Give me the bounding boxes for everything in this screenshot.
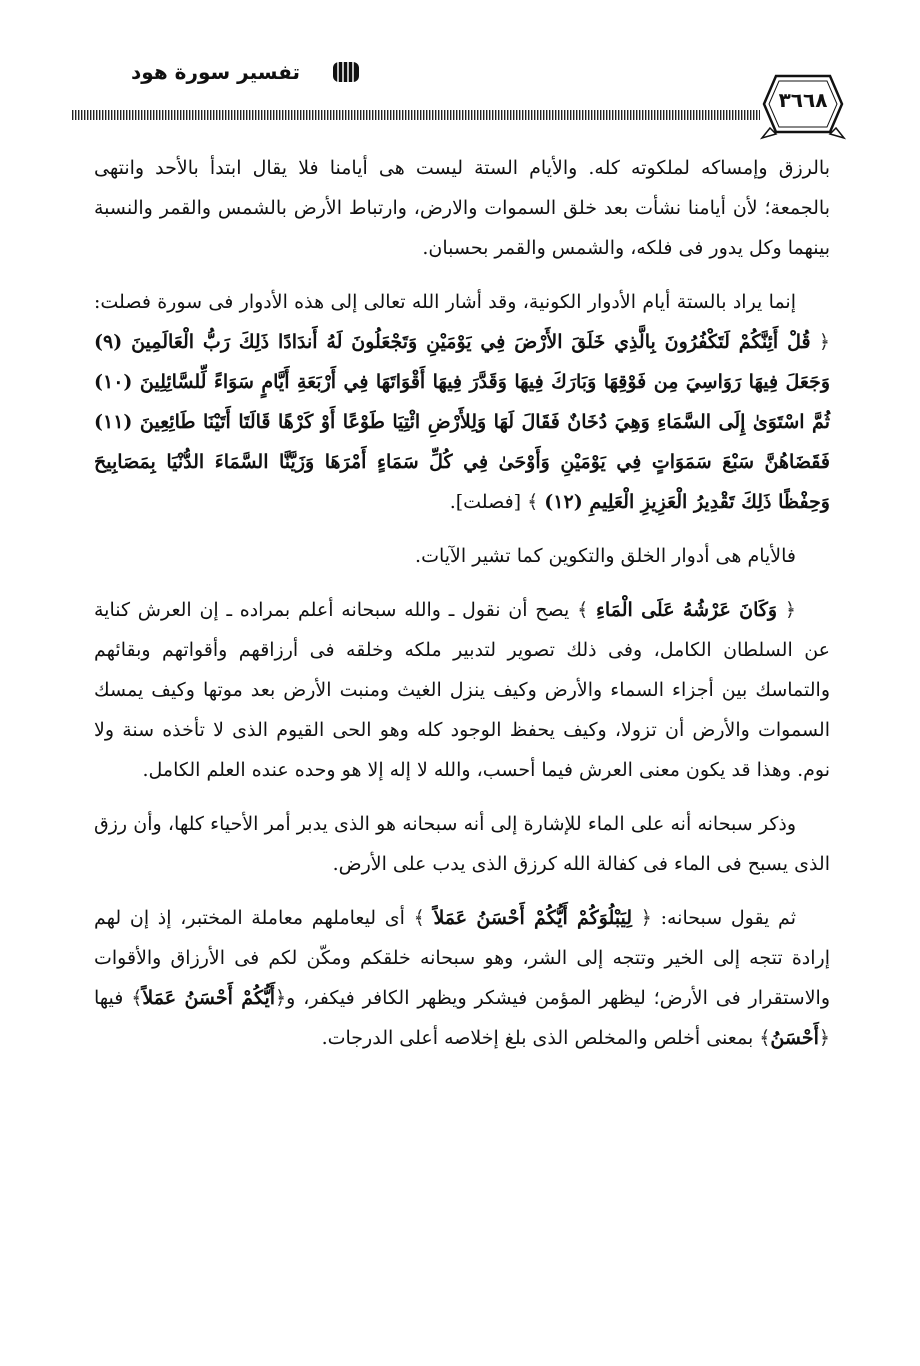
ornate-bracket-open: ﴿ [640, 907, 652, 929]
page-number: ٣٦٦٨ [778, 88, 828, 112]
paragraph-2 [94, 282, 830, 522]
paragraph-6-intro: ثم يقول سبحانه: [660, 907, 796, 929]
paragraph-6-text-2: فيها [94, 987, 124, 1009]
surah-reference: [فصلت]. [449, 491, 522, 513]
ornament-icon [330, 58, 362, 86]
paragraph-6-text-1: أى ليعاملهم معاملة المختبر، إذ إن لهم إرادة تتجه إلى الخير وتتجه إلى الشر، وهو سبحانه خلقكم ومكّن لكم فى الأرزاق والأقوات والاستقرار فى الأرض؛ ليظهر المؤمن فيشكر ويظهر الكافر فيكفر، و [94, 907, 831, 1009]
body-text [94, 148, 830, 1072]
quran-verse-fussilat: قُلْ أَئِنَّكُمْ لَتَكْفُرُونَ بِالَّذِي خَلَقَ الأَرْضَ فِي يَوْمَيْنِ وَتَجْعَلُونَ لَهُ أَندَادًا ذَلِكَ رَبُّ الْعَالَمِينَ (٩) وَجَعَلَ فِيهَا رَوَاسِيَ مِن فَوْقِهَا وَبَارَكَ فِيهَا وَقَدَّرَ فِيهَا أَقْوَاتَهَا فِي أَرْبَعَةِ أَيَّامٍ سَوَاءً لِّلسَّائِلِينَ (١٠) ثُمَّ اسْتَوَىٰ إِلَى السَّمَاءِ وَهِيَ دُخَانٌ فَقَالَ لَهَا وَلِلأَرْضِ ائْتِيَا طَوْعًا أَوْ كَرْهًا قَالَتَا أَتَيْنَا طَائِعِينَ (١١) فَقَضَاهُنَّ سَبْعَ سَمَوَاتٍ فِي يَوْمَيْنِ وَأَوْحَىٰ فِي كُلِّ سَمَاءٍ أَمْرَهَا وَزَيَّنَّا السَّمَاءَ الدُّنْيَا بِمَصَابِيحَ وَحِفْظًا ذَلِكَ تَقْدِيرُ الْعَزِيزِ الْعَلِيمِ (١٢) [94, 331, 830, 513]
header-rule [72, 108, 760, 122]
paragraph-4-text: يصح أن نقول ـ والله سبحانه أعلم بمراده ـ إن العرش كناية عن السلطان الكامل، وفى ذلك تصوير لتدبير ملكه وخلقه فى أرزاقهم وأقواتهم وبقائهم والتماسك بين أجزاء السماء والأرض وكيف ينزل الغيث ومنبت الأرض بعد موتها وكيف يمسك السموات والأرض أن تزولا، وكيف يحفظ الوجود كله وهو الحى القيوم الذى لا تأخذه سنة ولا نوم. وهذا قد يكون معنى العرش فيما أحسب، والله لا إله إلا هو وحده عنده العلم الكامل. [94, 599, 830, 781]
paragraph-1-text: بالرزق وإمساكه لملكوته كله. والأيام الستة ليست هى أيامنا فلا يقال ابتدأ بالأحد وانتهى بالجمعة؛ لأن أيامنا نشأت بعد خلق السموات والارض، وارتباط الأرض بالشمس والقمر والنسبة بينهما وكل يدور فى فلكه، والشمس والقمر بحسبان. [94, 157, 830, 259]
ornate-bracket-open: ﴿ [818, 1027, 830, 1049]
quran-phrase-liyabluwakum: لِيَبْلُوَكُمْ أَيُّكُمْ أَحْسَنُ عَمَلاً [433, 907, 633, 929]
ornate-bracket-close: ﴾ [131, 987, 143, 1009]
quran-word-ahsan: أَحْسَنُ [770, 1027, 819, 1049]
page-header [0, 0, 920, 140]
running-title: تفسير سورة هود [131, 60, 300, 84]
paragraph-3-text: فالأيام هى أدوار الخلق والتكوين كما تشير الآيات. [415, 545, 796, 567]
paragraph-1 [94, 148, 830, 268]
ornate-bracket-close: ﴾ [413, 907, 425, 929]
paragraph-4 [94, 590, 830, 790]
paragraph-2-intro: إنما يراد بالستة أيام الأدوار الكونية، وقد أشار الله تعالى إلى هذه الأدوار فى سورة فصلت: [94, 291, 796, 313]
ornate-bracket-open: ﴿ [818, 331, 830, 353]
paragraph-6 [94, 898, 830, 1058]
quran-phrase-ayyukum: أَيُّكُمْ أَحْسَنُ عَمَلاً [142, 987, 276, 1009]
paragraph-5 [94, 804, 830, 884]
ornate-bracket-close: ﴾ [527, 491, 539, 513]
paragraph-5-text: وذكر سبحانه أنه على الماء للإشارة إلى أنه سبحانه هو الذى يدبر أمر الأحياء كلها، وأن رزق الذى يسبح فى الماء فى كفالة الله كرزق الذى يدب على الأرض. [94, 813, 830, 875]
ornate-bracket-close: ﴾ [577, 599, 589, 621]
paragraph-3 [94, 536, 830, 576]
ornate-bracket-close: ﴾ [759, 1027, 771, 1049]
paragraph-6-text-3: بمعنى أخلص والمخلص الذى بلغ إخلاصه أعلى الدرجات. [321, 1027, 754, 1049]
ornate-bracket-open: ﴿ [784, 599, 797, 621]
ornate-bracket-open: ﴿ [275, 987, 287, 1009]
quran-phrase-arsh: وَكَانَ عَرْشُهُ عَلَى الْمَاءِ [595, 599, 778, 621]
